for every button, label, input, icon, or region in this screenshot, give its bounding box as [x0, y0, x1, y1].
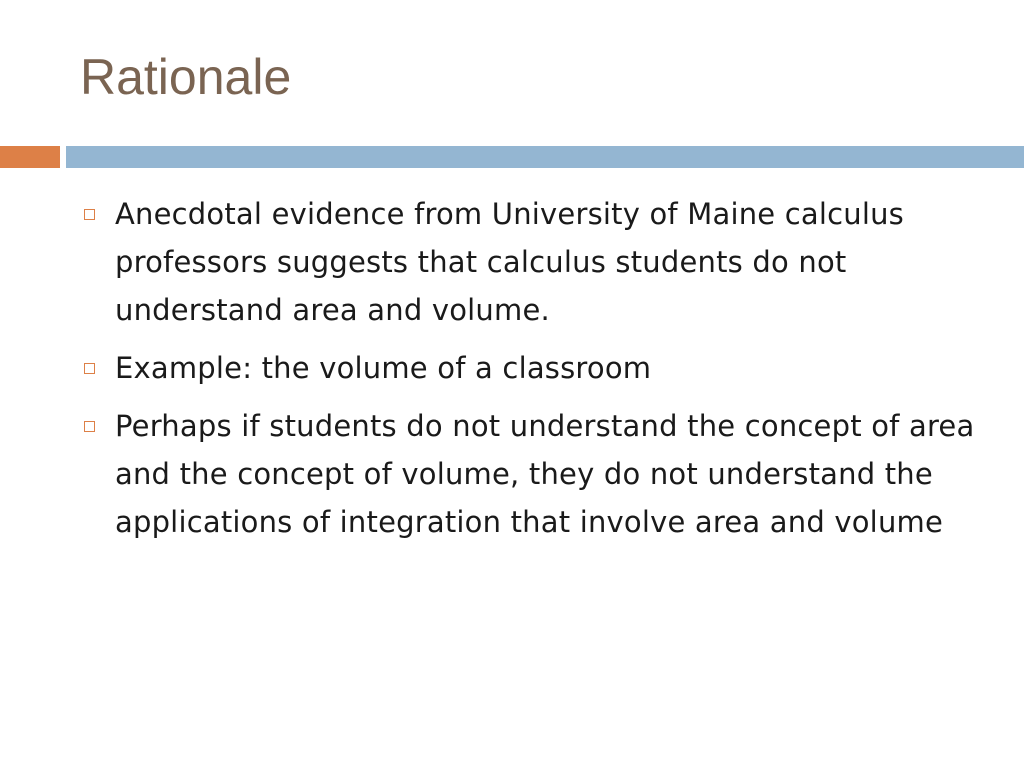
bullet-item	[80, 344, 980, 392]
accent-bar-orange	[0, 146, 60, 168]
hollow-square-icon	[84, 209, 95, 220]
accent-bar-blue	[66, 146, 1024, 168]
slide-title: Rationale	[80, 49, 292, 105]
hollow-square-icon	[84, 363, 95, 374]
bullet-list	[80, 190, 980, 556]
bullet-text: Example: the volume of a classroom	[115, 351, 652, 385]
bullet-text: Anecdotal evidence from University of Maine calculus professors suggests that calculus students do not understand area and volume.	[115, 197, 904, 327]
bullet-item	[80, 402, 980, 546]
hollow-square-icon	[84, 421, 95, 432]
bullet-text: Perhaps if students do not understand the concept of area and the concept of volume, they do not understand the applications of integration that involve area and volume	[115, 409, 975, 539]
bullet-item	[80, 190, 980, 334]
